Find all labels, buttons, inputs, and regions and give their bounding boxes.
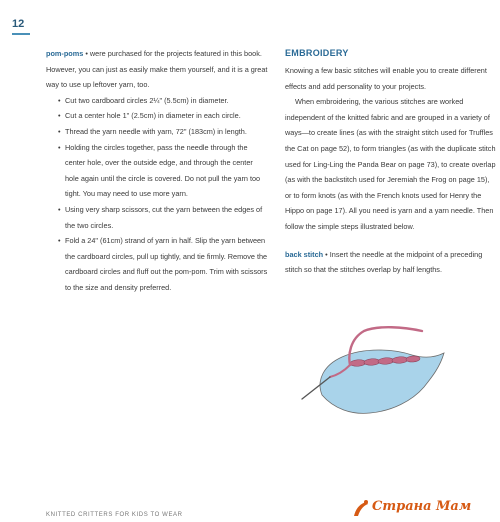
step-item: • Holding the circles together, pass the needle through the center hole, over the outside edge, and through the center hole again until the circle is covered. Do not pull the yarn too tight. You may need to use more yarn. bbox=[46, 140, 268, 202]
embroidery-para-2: When embroidering, the various stitches are worked independent of the knitted fabric and are grouped in a variety of ways—to create lines (as with the straight stitch used for Truffles the Cat on page 52), to form triangles (as with the duplicate stitch used for Ling-Ling the Panda Bear on page 73), to create overlap (as with the backstitch used for Jeremiah the Frog on page 15), or to form knots (as with the French knots used for Henry the Hippo on page 17). All you need is yarn and a yarn needle. Then follow the simple steps illustrated below. bbox=[285, 97, 496, 231]
back-stitch-instruction bbox=[285, 247, 497, 278]
pom-poms-intro-text: • were purchased for the projects featured in this book. However, you can just as easily make them yourself, and it is a great way to use up leftover yarn, too. bbox=[46, 49, 268, 90]
watermark-text: Страна Мам bbox=[372, 499, 472, 514]
step-item: • Using very sharp scissors, cut the yarn between the edges of the two circles. bbox=[46, 202, 268, 233]
back-stitch-illustration bbox=[294, 325, 454, 425]
right-column bbox=[285, 46, 497, 278]
page-number-rule bbox=[12, 33, 30, 35]
back-stitch-lead: back stitch bbox=[285, 249, 324, 259]
embroidery-heading: EMBROIDERY bbox=[285, 48, 349, 58]
step-item: • Cut a center hole 1" (2.5cm) in diameter in each circle. bbox=[46, 108, 268, 124]
page-number: 12 bbox=[12, 18, 25, 30]
step-item: • Thread the yarn needle with yarn, 72" (183cm) in length. bbox=[46, 124, 268, 140]
pom-pom-steps bbox=[46, 93, 268, 296]
embroidery-para-1: Knowing a few basic stitches will enable you to create different effects and add personality to your projects. bbox=[285, 66, 487, 91]
pom-poms-intro bbox=[46, 46, 268, 93]
step-item: • Cut two cardboard circles 2¼" (5.5cm) in diameter. bbox=[46, 93, 268, 109]
book-footer: KNITTED CRITTERS FOR KIDS TO WEAR bbox=[46, 512, 183, 518]
left-column bbox=[46, 46, 268, 296]
pom-poms-lead: pom-poms bbox=[46, 49, 84, 58]
step-item: • Fold a 24" (61cm) strand of yarn in half. Slip the yarn between the cardboard circles, pull up tightly, and tie firmly. Remove the cardboard circles and fluff out the pom-pom. Trim with scissors to the size and density preferred. bbox=[46, 233, 268, 295]
watermark bbox=[350, 496, 498, 522]
stork-logo-icon bbox=[350, 498, 372, 520]
back-stitch-text: • Insert the needle at the midpoint of a preceding stitch so that the stitches overlap by half lengths. bbox=[285, 249, 483, 275]
